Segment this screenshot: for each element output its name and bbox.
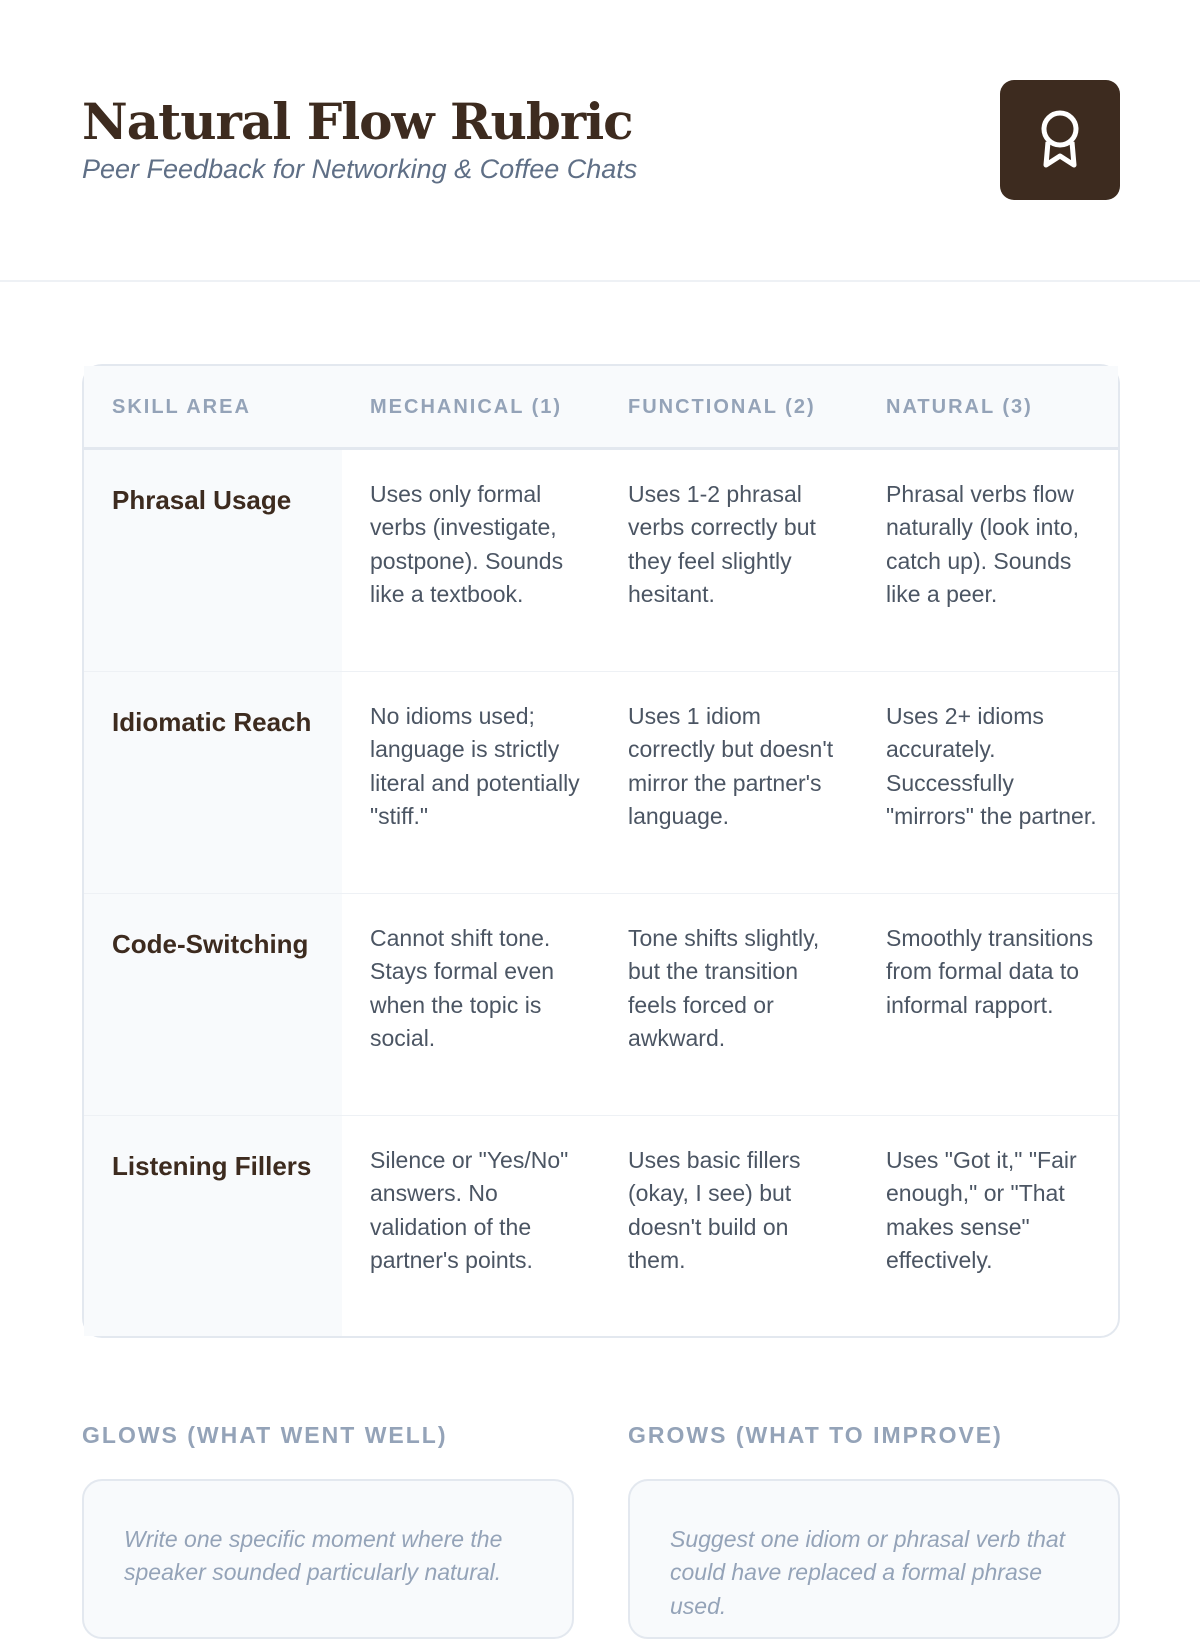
glows-feedback-field[interactable] — [82, 1479, 574, 1639]
glows-label: GLOWS (WHAT WENT WELL) — [82, 1422, 448, 1448]
table-row — [84, 1116, 1118, 1338]
natural-cell: Uses "Got it," "Fair enough," or "That makes sense" effectively. — [886, 1147, 1077, 1274]
table-row — [84, 672, 1118, 894]
grows-label: GROWS (WHAT TO IMPROVE) — [628, 1422, 1003, 1448]
table-header-row — [84, 366, 1118, 450]
skill-area-cell: Idiomatic Reach — [112, 707, 312, 737]
rubric-table — [82, 364, 1120, 1338]
natural-cell: Phrasal verbs flow naturally (look into, catch up). Sounds like a peer. — [886, 481, 1080, 608]
table-row — [84, 894, 1118, 1116]
glows-placeholder: Write one specific moment where the speaker sounded particularly natural. — [124, 1526, 503, 1586]
functional-cell: Tone shifts slightly, but the transition feels forced or awkward. — [628, 925, 820, 1052]
grows-feedback-field[interactable] — [628, 1479, 1120, 1639]
column-header-skill-area: SKILL AREA — [112, 396, 251, 418]
column-header-functional: FUNCTIONAL (2) — [628, 396, 816, 418]
award-ribbon-icon — [1037, 109, 1083, 171]
table-row — [84, 450, 1118, 672]
mechanical-cell: No idioms used; language is strictly literal and potentially "stiff." — [370, 703, 580, 830]
page-title: Natural Flow Rubric — [82, 92, 633, 151]
mechanical-cell: Silence or "Yes/No" answers. No validation of the partner's points. — [370, 1147, 569, 1274]
award-badge — [1000, 80, 1120, 200]
functional-cell: Uses basic fillers (okay, I see) but doesn't build on them. — [628, 1147, 801, 1274]
functional-cell: Uses 1-2 phrasal verbs correctly but they feel slightly hesitant. — [628, 481, 816, 608]
functional-cell: Uses 1 idiom correctly but doesn't mirror the partner's language. — [628, 703, 834, 830]
mechanical-cell: Uses only formal verbs (investigate, postpone). Sounds like a textbook. — [370, 481, 564, 608]
grows-placeholder: Suggest one idiom or phrasal verb that could have replaced a formal phrase used. — [670, 1526, 1066, 1619]
natural-cell: Uses 2+ idioms accurately. Successfully "mirrors" the partner. — [886, 703, 1097, 830]
column-header-mechanical: MECHANICAL (1) — [370, 396, 563, 418]
skill-area-cell: Phrasal Usage — [112, 485, 292, 515]
skill-area-cell: Listening Fillers — [112, 1151, 312, 1181]
page-header — [0, 0, 1200, 282]
natural-cell: Smoothly transitions from formal data to informal rapport. — [886, 925, 1094, 1018]
page-subtitle: Peer Feedback for Networking & Coffee Chats — [82, 154, 638, 184]
mechanical-cell: Cannot shift tone. Stays formal even when the topic is social. — [370, 925, 555, 1052]
skill-area-cell: Code-Switching — [112, 929, 309, 959]
column-header-natural: NATURAL (3) — [886, 396, 1033, 418]
